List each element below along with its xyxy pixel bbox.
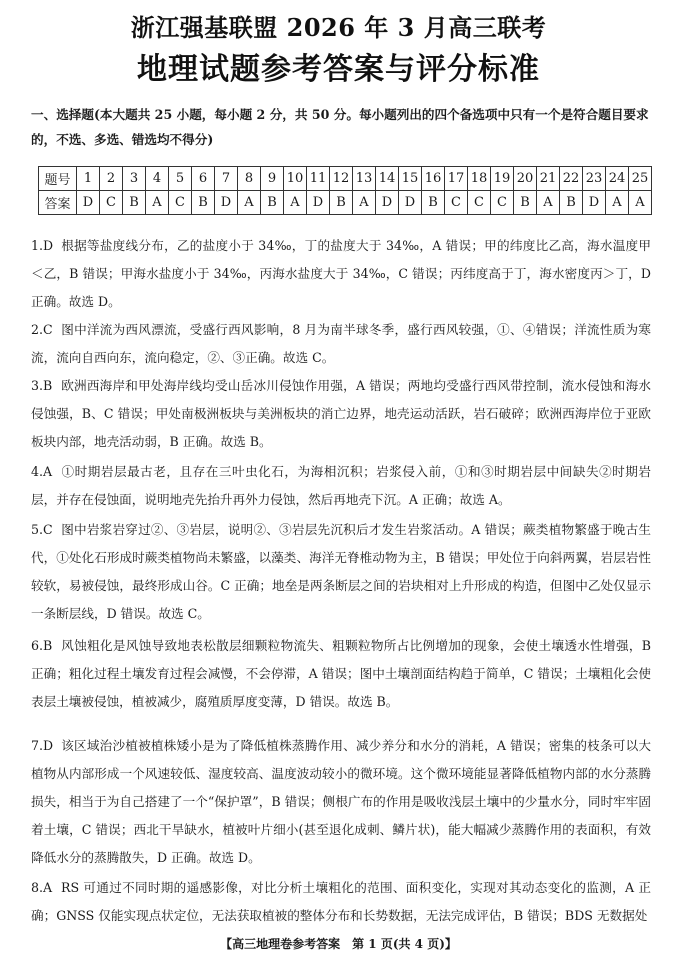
- answer-cell: D: [399, 191, 422, 215]
- explanation-answer: 5.C: [31, 522, 53, 537]
- explanation-text: 图中岩浆岩穿过②、③岩层，说明②、③岩层先沉积后才发生岩浆活动。A 错误；蕨类植物繁盛于晚古生代，①处化石形成时蕨类植物尚未繁盛，以藻类、海洋无脊椎动物为主，B 错误；甲处位于向斜两翼，岩层岩性较软，易被侵蚀，最终形成山谷。C 正确；地垒是两条断层之间的岩块相对上升形成的构造，但图中乙处仅显示一条断层线，D 错误。故选 C。: [31, 522, 651, 621]
- explanation-item: [31, 458, 651, 514]
- answer-cell: A: [606, 191, 629, 215]
- answer-cell: C: [445, 191, 468, 215]
- question-number: 22: [560, 167, 583, 191]
- exam-title: 浙江强基联盟 2026 年 3 月高三联考: [130, 13, 547, 42]
- explanation-item: [31, 372, 651, 456]
- answer-cell: D: [77, 191, 100, 215]
- answer-cell: D: [215, 191, 238, 215]
- question-number: 14: [376, 167, 399, 191]
- question-number: 20: [514, 167, 537, 191]
- question-number: 3: [123, 167, 146, 191]
- answer-cell: B: [422, 191, 445, 215]
- question-number: 25: [629, 167, 652, 191]
- question-number: 15: [399, 167, 422, 191]
- explanation-text: 风蚀粗化是风蚀导致地表松散层细颗粒物流失、粗颗粒物所占比例增加的现象，会使土壤透水性增强，B 正确；粗化过程土壤发育过程会减慢，不会停滞，A 错误；图中土壤剖面结构趋于简单，C 错误；土壤粗化会使表层土壤被侵蚀，植被减少，腐殖质厚度变薄，D 错误。故选 B。: [31, 638, 651, 709]
- explanation-answer: 3.B: [31, 378, 53, 393]
- question-number: 12: [330, 167, 353, 191]
- explanation-item: [31, 316, 651, 372]
- answer-table: [38, 166, 652, 215]
- answer-cell: C: [169, 191, 192, 215]
- question-number: 18: [468, 167, 491, 191]
- answer-cell: D: [307, 191, 330, 215]
- explanation-answer: 7.D: [31, 738, 54, 753]
- explanation-item: [31, 632, 651, 716]
- question-number: 8: [238, 167, 261, 191]
- answer-cell: A: [284, 191, 307, 215]
- explanation-text: RS 可通过不同时期的遥感影像，对比分析土壤粗化的范围、面积变化，实现对其动态变化的监测，A 正确；GNSS 仅能实现点状定位，无法获取植被的整体分布和长势数据，无法完成评估，B 错误；BDS 无数据处: [31, 880, 651, 923]
- explanation-answer: 6.B: [31, 638, 53, 653]
- answer-cell: C: [100, 191, 123, 215]
- page-footer: 【高三地理卷参考答案 第 1 页(共 4 页)】: [220, 937, 457, 951]
- question-number: 9: [261, 167, 284, 191]
- explanation-item: [31, 874, 651, 930]
- answer-cell: D: [376, 191, 399, 215]
- question-number: 13: [353, 167, 376, 191]
- section-instructions: 一、选择题(本大题共 25 小题，每小题 2 分，共 50 分。每小题列出的四个备选项中只有一个是符合题目要求的，不选、多选、错选均不得分): [31, 107, 649, 147]
- answer-cell: B: [514, 191, 537, 215]
- explanation-text: 该区域治沙植被植株矮小是为了降低植株蒸腾作用、减少养分和水分的消耗，A 错误；密集的枝条可以大植物从内部形成一个风速较低、湿度较高、温度波动较小的微环境。这个微环境能显著降低植物内部的水分蒸腾损失，相当于为自己搭建了一个“保护罩”，B 错误；侧根广布的作用是吸收浅层土壤中的少量水分，同时牢牢固着土壤，C 错误；西北干旱缺水，植被叶片细小(甚至退化成刺、鳞片状)，能大幅减少蒸腾作用的表面积，有效降低水分的蒸腾散失，D 正确。故选 D。: [31, 738, 651, 865]
- explanation-item: [31, 516, 651, 628]
- explanation-text: ①时期岩层最古老，且存在三叶虫化石，为海相沉积；岩浆侵入前，①和③时期岩层中间缺失②时期岩层，并存在侵蚀面，说明地壳先抬升再外力侵蚀，然后再地壳下沉。A 正确；故选 A。: [31, 464, 651, 507]
- answer-cell: D: [583, 191, 606, 215]
- question-number-row: [39, 167, 652, 191]
- explanation-answer: 4.A: [31, 464, 53, 479]
- explanation-text: 根据等盐度线分布，乙的盐度小于 34‰，丁的盐度大于 34‰，A 错误；甲的纬度比乙高，海水温度甲＜乙，B 错误；甲海水盐度小于 34‰，丙海水盐度大于 34‰，C 错误；丙纬度高于丁，海水密度丙＞丁，D 正确。故选 D。: [31, 238, 651, 309]
- answer-row: [39, 191, 652, 215]
- question-number: 5: [169, 167, 192, 191]
- answer-cell: C: [468, 191, 491, 215]
- question-number: 10: [284, 167, 307, 191]
- answer-cell: A: [146, 191, 169, 215]
- answer-cell: B: [192, 191, 215, 215]
- explanation-text: 欧洲西海岸和甲处海岸线均受山岳冰川侵蚀作用强，A 错误；两地均受盛行西风带控制，流水侵蚀和海水侵蚀强，B、C 错误；甲处南极洲板块与美洲板块的消亡边界，地壳运动活跃，岩石破碎；欧洲西海岸位于亚欧板块内部，地壳活动弱，B 正确。故选 B。: [31, 378, 651, 449]
- question-number: 4: [146, 167, 169, 191]
- question-number: 17: [445, 167, 468, 191]
- explanation-item: [31, 232, 651, 316]
- answer-cell: B: [261, 191, 284, 215]
- question-number: 2: [100, 167, 123, 191]
- answer-cell: A: [353, 191, 376, 215]
- question-number: 19: [491, 167, 514, 191]
- question-number: 24: [606, 167, 629, 191]
- row-label-answer: 答案: [39, 191, 77, 215]
- answer-cell: A: [629, 191, 652, 215]
- question-number: 6: [192, 167, 215, 191]
- question-number: 21: [537, 167, 560, 191]
- answer-cell: A: [238, 191, 261, 215]
- explanation-answer: 8.A: [31, 880, 53, 895]
- question-number: 1: [77, 167, 100, 191]
- answer-cell: B: [330, 191, 353, 215]
- row-label-number: 题号: [39, 167, 77, 191]
- answer-cell: A: [537, 191, 560, 215]
- explanation-answer: 1.D: [31, 238, 54, 253]
- question-number: 23: [583, 167, 606, 191]
- question-number: 16: [422, 167, 445, 191]
- explanation-answer: 2.C: [31, 322, 53, 337]
- explanation-item: [31, 732, 651, 872]
- explanation-text: 图中洋流为西风漂流，受盛行西风影响，8 月为南半球冬季，盛行西风较强，①、④错误；洋流性质为寒流，流向自西向东，流向稳定，②、③正确。故选 C。: [31, 322, 651, 365]
- question-number: 11: [307, 167, 330, 191]
- answer-cell: B: [560, 191, 583, 215]
- answer-cell: C: [491, 191, 514, 215]
- document-title: 地理试题参考答案与评分标准: [137, 52, 540, 87]
- question-number: 7: [215, 167, 238, 191]
- answer-cell: B: [123, 191, 146, 215]
